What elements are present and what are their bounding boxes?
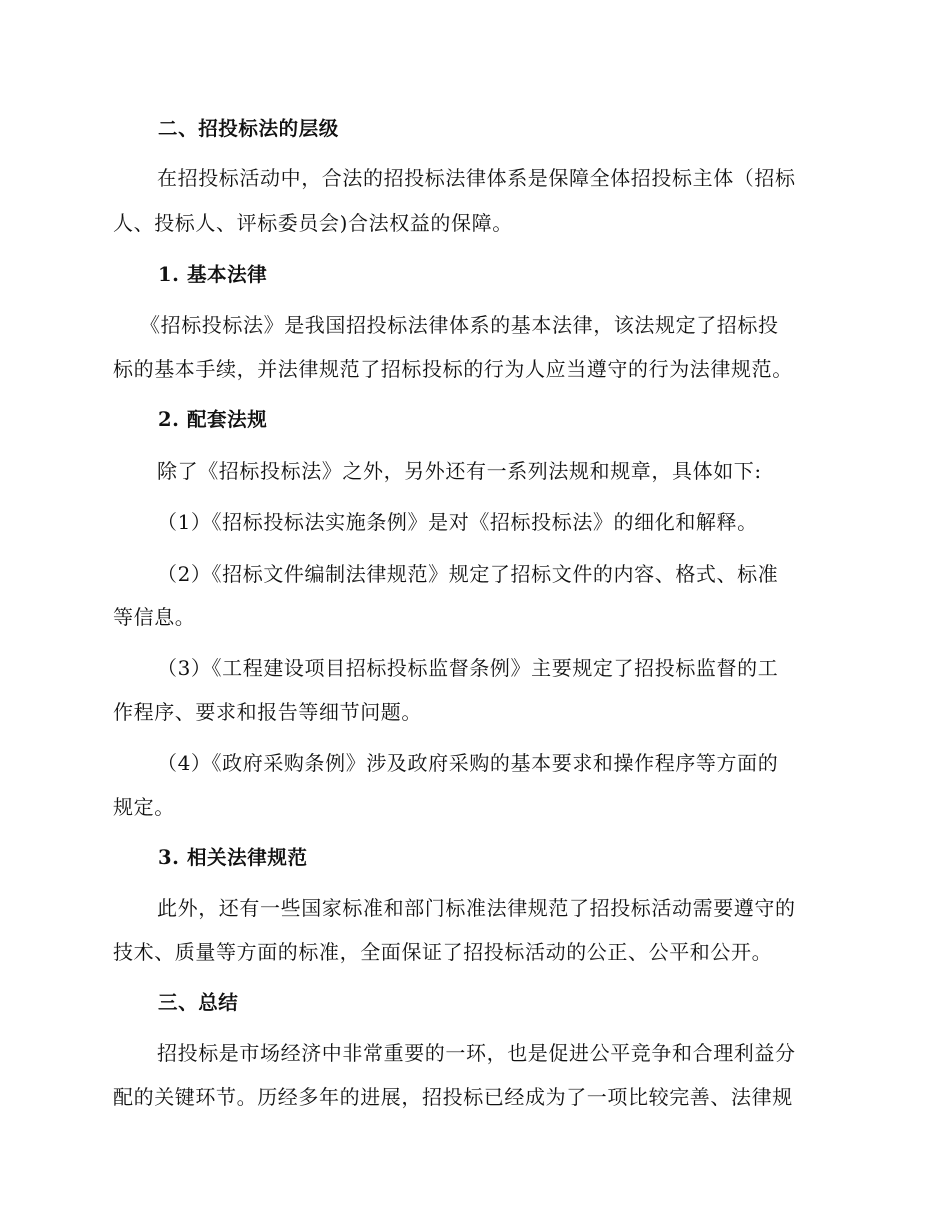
list-item-2-line-1: （2）《招标文件编制法律规范》规定了招标文件的内容、格式、标准 [157, 562, 779, 586]
paragraph-intro-line-2: 人、投标人、评标委员会)合法权益的保障。 [113, 211, 513, 235]
paragraph-basic-law-line-2: 标的基本手续，并法律规范了招标投标的行为人应当遵守的行为法律规范。 [113, 357, 793, 381]
subheading-related-norms: 3. 相关法律规范 [158, 846, 308, 869]
list-item-2-line-2: 等信息。 [113, 605, 196, 629]
list-item-3-line-1: （3）《工程建设项目招标投标监督条例》主要规定了招投标监督的工 [157, 656, 779, 680]
subheading-supporting-regulations: 2. 配套法规 [158, 408, 268, 431]
section-heading-summary: 三、总结 [158, 991, 239, 1014]
list-item-1: （1）《招标投标法实施条例》是对《招标投标法》的细化和解释。 [157, 510, 758, 534]
paragraph-intro-line-1: 在招投标活动中，合法的招投标法律体系是保障全体招投标主体（招标 [157, 166, 796, 190]
list-item-3-line-2: 作程序、要求和报告等细节问题。 [113, 700, 422, 724]
paragraph-basic-law-line-1: 《招标投标法》是我国招投标法律体系的基本法律，该法规定了招标投 [140, 313, 779, 337]
paragraph-summary-line-2: 配的关键环节。历经多年的进展，招投标已经成为了一项比较完善、法律规 [113, 1085, 793, 1109]
paragraph-related-norms-line-1: 此外，还有一些国家标准和部门标准法律规范了招投标活动需要遵守的 [157, 896, 796, 920]
subheading-basic-law: 1. 基本法律 [158, 263, 268, 286]
paragraph-regulations-intro: 除了《招标投标法》之外，另外还有一系列法规和规章，具体如下: [157, 459, 762, 483]
paragraph-summary-line-1: 招投标是市场经济中非常重要的一环，也是促进公平竞争和合理利益分 [157, 1041, 796, 1065]
list-item-4-line-2: 规定。 [113, 795, 175, 819]
list-item-4-line-1: （4）《政府采购条例》涉及政府采购的基本要求和操作程序等方面的 [157, 751, 779, 775]
paragraph-related-norms-line-2: 技术、质量等方面的标准，全面保证了招投标活动的公正、公平和公开。 [113, 940, 773, 964]
section-heading-levels: 二、招投标法的层级 [158, 117, 339, 140]
